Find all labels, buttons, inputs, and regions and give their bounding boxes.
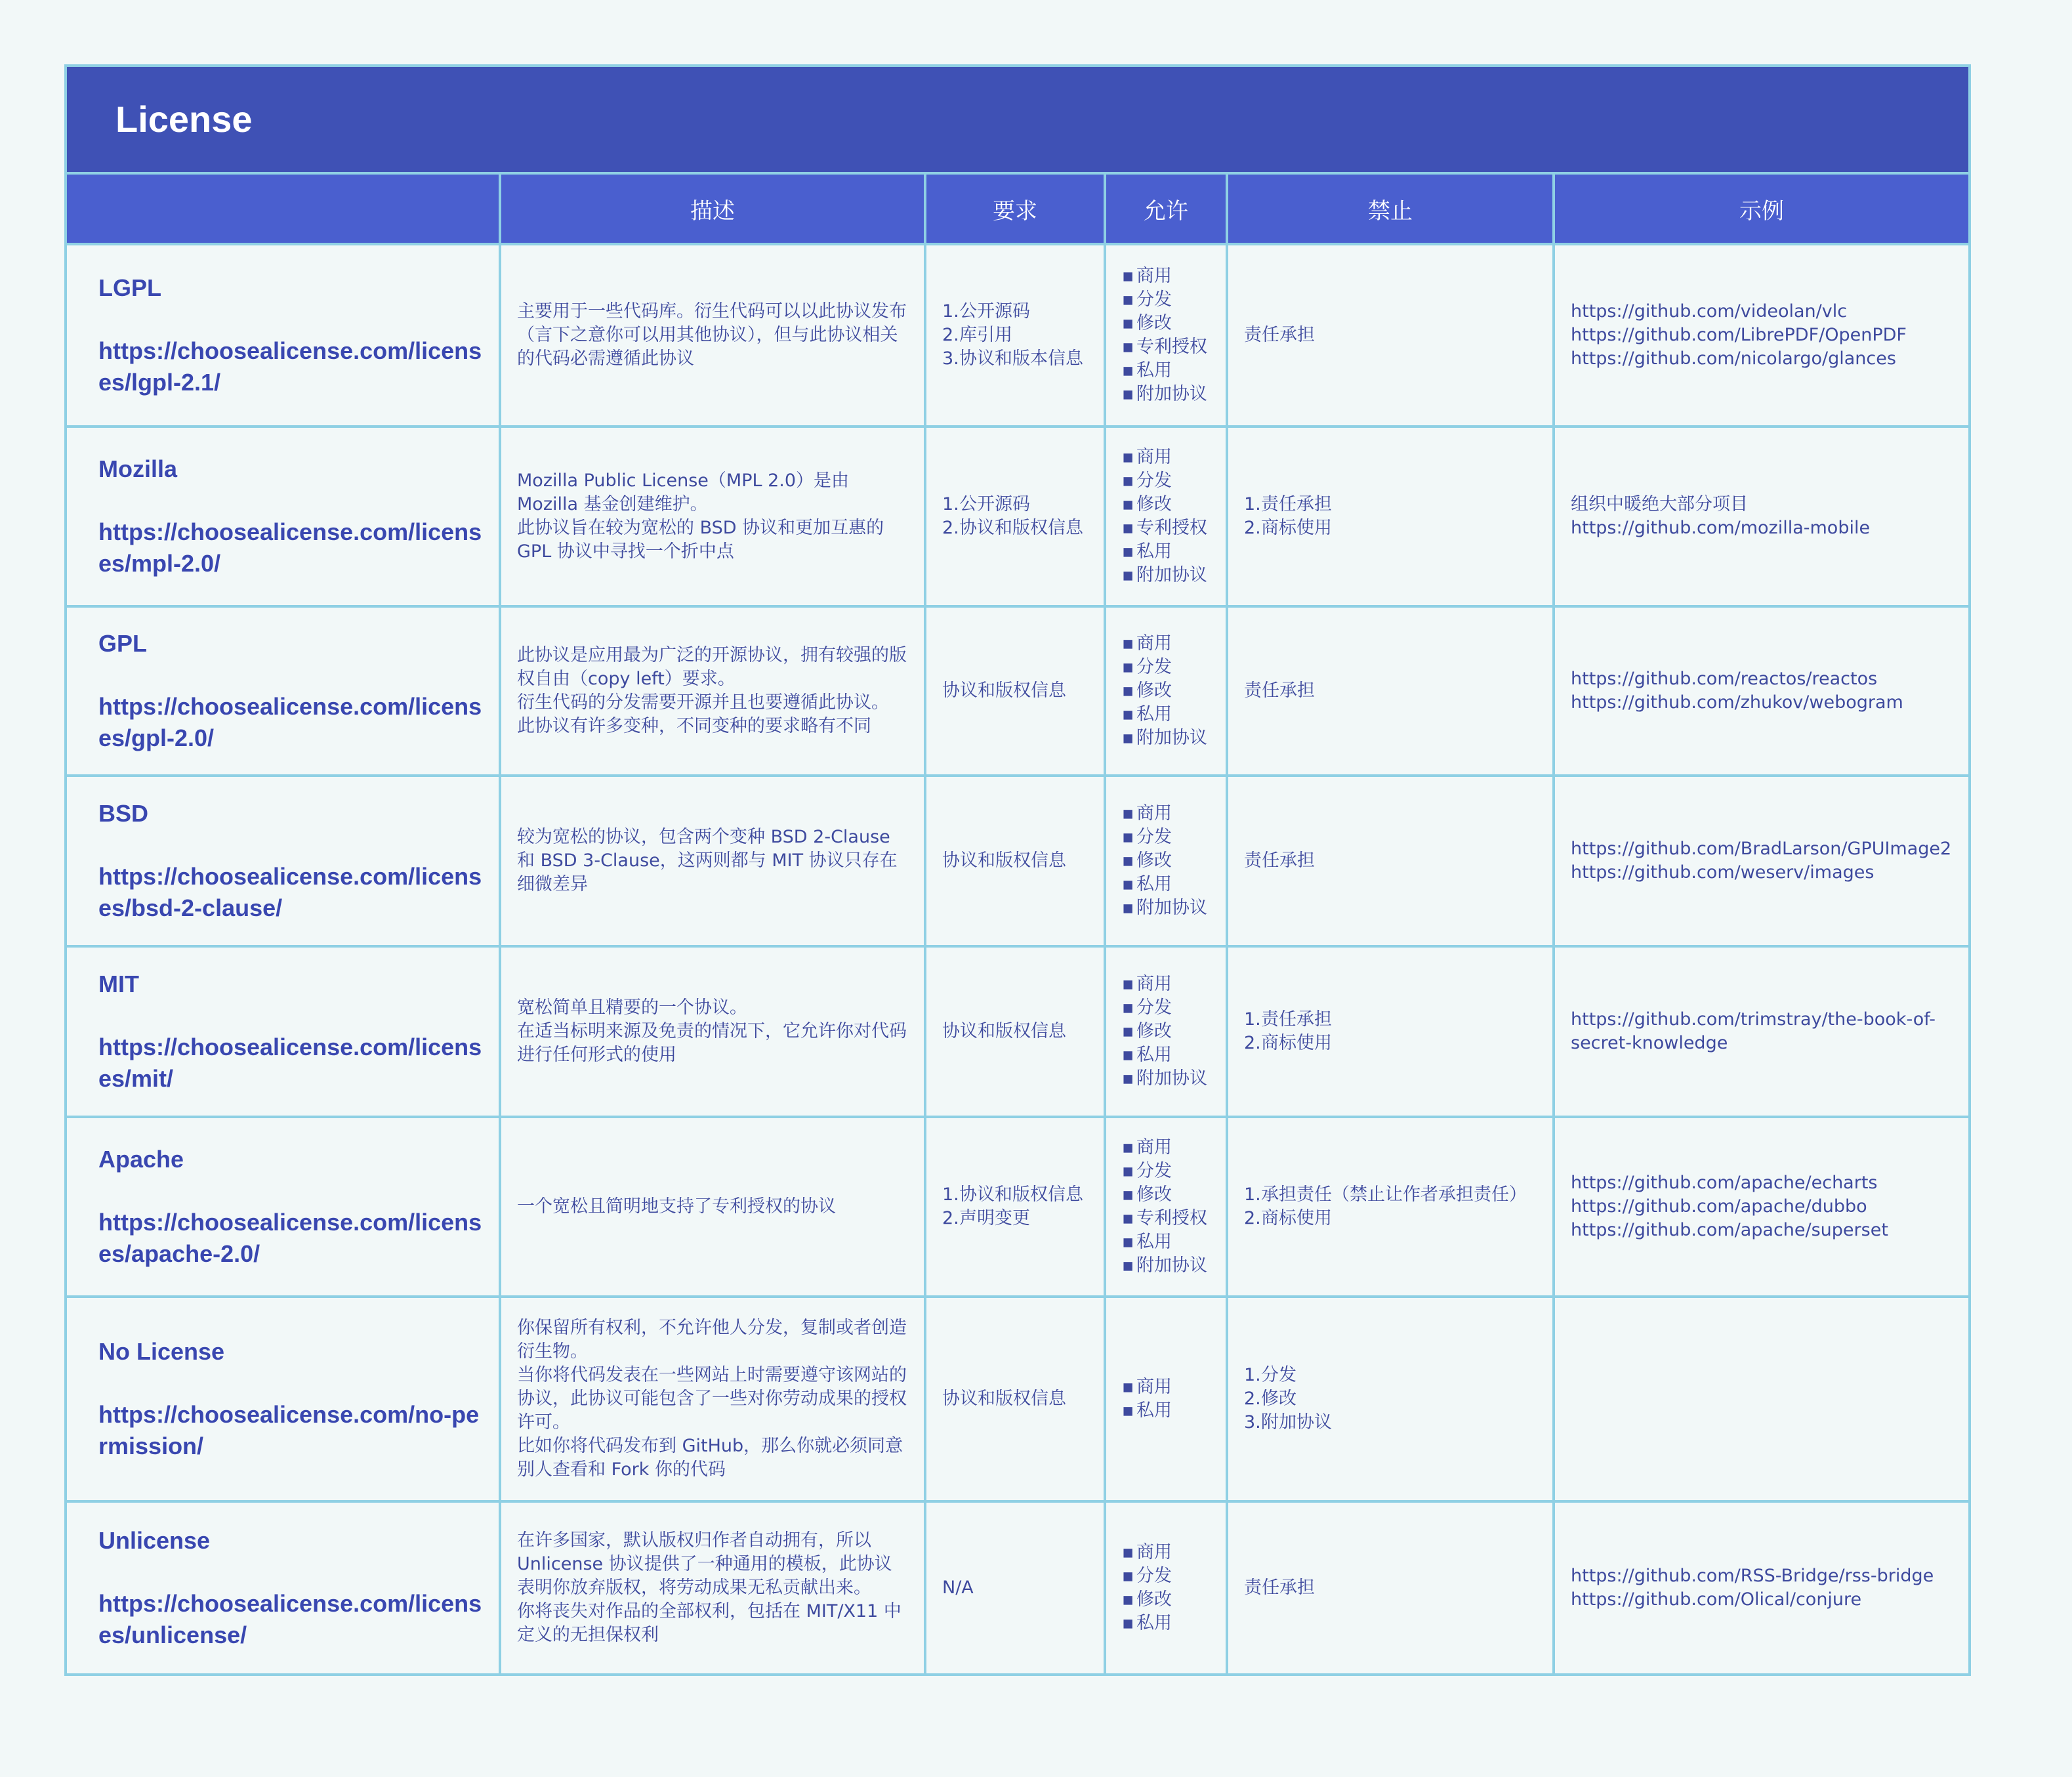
description-text: Mozilla Public License（MPL 2.0）是由 Mozilla 基金创建维护。 — [517, 470, 850, 514]
license-row — [67, 1117, 1968, 1297]
permissions-list — [1122, 632, 1222, 750]
permission-item: ▪ 商用 — [1122, 264, 1222, 288]
permission-item: ▪ 私用 — [1122, 703, 1222, 726]
description-text: 你将丧失对作品的全部权利，包括在 MIT/X11 中定义的无担保权利 — [517, 1601, 901, 1645]
description-cell — [500, 1117, 925, 1297]
requirements-list — [942, 1183, 1088, 1230]
license-row — [67, 244, 1968, 427]
description-text: 衍生代码的分发需要开源并且也要遵循此协议。 — [517, 692, 889, 713]
license-link[interactable]: https://choosealicense.com/no-permission/ — [98, 1401, 480, 1459]
license-link[interactable]: https://choosealicense.com/licenses/bsd-2-clause/ — [98, 863, 482, 921]
description-text: 此协议有许多变种，不同变种的要求略有不同 — [517, 716, 871, 736]
prohibitions-cell — [1227, 946, 1554, 1117]
permission-item: ▪ 附加协议 — [1122, 564, 1222, 587]
examples-cell — [1554, 427, 1968, 606]
example-link[interactable]: https://github.com/Olical/conjure — [1571, 1589, 1862, 1610]
list-number: 1. — [942, 301, 959, 322]
permissions-cell — [1105, 1297, 1227, 1501]
permissions-list — [1122, 972, 1222, 1091]
prohibition-text: 商标使用 — [1261, 1033, 1332, 1053]
permissions-list — [1122, 1541, 1222, 1635]
description-cell — [500, 1501, 925, 1673]
permission-item: ▪ 附加协议 — [1122, 726, 1222, 750]
license-link[interactable]: https://choosealicense.com/licenses/mit/ — [98, 1034, 482, 1092]
permission-item: ▪ 私用 — [1122, 1399, 1222, 1423]
table-title: License — [67, 67, 1968, 175]
requirements-cell — [925, 427, 1105, 606]
license-name-cell — [67, 606, 500, 776]
example-text: 组织中暖绝大部分项目 — [1571, 494, 1748, 514]
prohibition-item — [1244, 1008, 1537, 1032]
requirement-text: 协议和版权信息 — [942, 850, 1066, 871]
requirements-cell — [925, 606, 1105, 776]
prohibition-text: 责任承担 — [1244, 680, 1315, 701]
example-link[interactable]: https://github.com/apache/dubbo — [1571, 1196, 1867, 1217]
header-row — [67, 175, 1968, 244]
prohibition-text: 责任承担 — [1244, 325, 1315, 345]
requirement-item — [942, 516, 1088, 540]
requirements-list — [942, 300, 1088, 371]
prohibition-text: 责任承担 — [1244, 850, 1315, 871]
license-name-cell — [67, 1117, 500, 1297]
list-number: 1. — [1244, 1009, 1261, 1030]
examples-cell — [1554, 1501, 1968, 1673]
list-number: 1. — [1244, 1184, 1261, 1205]
header-permissions: 允许 — [1105, 175, 1227, 244]
permissions-list — [1122, 1375, 1222, 1423]
requirement-item — [942, 347, 1088, 371]
description-text: 一个宽松且简明地支持了专利授权的协议 — [517, 1196, 836, 1217]
license-name: No License — [98, 1338, 225, 1365]
requirements-cell — [925, 244, 1105, 427]
license-name: LGPL — [98, 274, 161, 301]
prohibitions-cell — [1227, 776, 1554, 946]
header-license — [67, 175, 500, 244]
permission-item: ▪ 修改 — [1122, 1588, 1222, 1612]
list-number: 2. — [942, 518, 959, 538]
license-row — [67, 946, 1968, 1117]
license-name: GPL — [98, 630, 148, 657]
license-name-cell — [67, 776, 500, 946]
license-name: MIT — [98, 971, 139, 997]
description-text: 你保留所有权利，不允许他人分发，复制或者创造衍生物。 — [517, 1318, 907, 1362]
permission-item: ▪ 分发 — [1122, 656, 1222, 679]
list-number: 1. — [1244, 1365, 1261, 1385]
prohibition-item — [1244, 516, 1537, 540]
description-cell — [500, 1297, 925, 1501]
description-text: 此协议是应用最为广泛的开源协议，拥有较强的版权自由（copy left）要求。 — [517, 645, 907, 689]
prohibition-text: 商标使用 — [1261, 1208, 1332, 1228]
requirement-text: 公开源码 — [959, 301, 1030, 322]
examples-cell — [1554, 776, 1968, 946]
license-link[interactable]: https://choosealicense.com/licenses/lgpl-2.1/ — [98, 337, 482, 396]
license-name-cell — [67, 244, 500, 427]
requirement-item — [942, 1207, 1088, 1230]
permission-item: ▪ 分发 — [1122, 1160, 1222, 1183]
requirement-text: 协议和版权信息 — [942, 1021, 1066, 1041]
requirement-text: N/A — [942, 1578, 974, 1598]
requirement-item — [942, 493, 1088, 516]
license-link[interactable]: https://choosealicense.com/licenses/mpl-2.0/ — [98, 518, 482, 577]
permission-item: ▪ 商用 — [1122, 972, 1222, 996]
license-name-cell — [67, 946, 500, 1117]
permission-item: ▪ 商用 — [1122, 632, 1222, 656]
permission-item: ▪ 专利授权 — [1122, 516, 1222, 540]
permission-item: ▪ 分发 — [1122, 469, 1222, 493]
license-name: BSD — [98, 800, 149, 827]
permissions-cell — [1105, 1117, 1227, 1297]
description-text: 较为宽松的协议，包含两个变种 BSD 2-Clause 和 BSD 3-Clause，这两则都与 MIT 协议只存在细微差异 — [517, 827, 898, 894]
permissions-list — [1122, 802, 1222, 920]
example-link[interactable]: https://github.com/apache/superset — [1571, 1220, 1888, 1240]
permission-item: ▪ 附加协议 — [1122, 896, 1222, 920]
example-link[interactable]: https://github.com/weserv/images — [1571, 862, 1875, 883]
permission-item: ▪ 修改 — [1122, 1020, 1222, 1043]
example-link[interactable]: https://github.com/nicolargo/glances — [1571, 348, 1896, 369]
prohibitions-list — [1244, 1183, 1537, 1230]
requirements-cell — [925, 946, 1105, 1117]
requirement-text: 协议和版权信息 — [942, 680, 1066, 701]
license-name: Mozilla — [98, 455, 178, 482]
permission-item: ▪ 专利授权 — [1122, 1207, 1222, 1230]
header-prohibitions: 禁止 — [1227, 175, 1554, 244]
permission-item: ▪ 附加协议 — [1122, 1254, 1222, 1278]
requirements-cell — [925, 1117, 1105, 1297]
prohibitions-cell — [1227, 1117, 1554, 1297]
header-requirements: 要求 — [925, 175, 1105, 244]
prohibition-item — [1244, 1207, 1537, 1230]
prohibition-text: 承担责任（禁止让作者承担责任） — [1261, 1184, 1527, 1205]
prohibition-text: 责任承担 — [1261, 1009, 1332, 1030]
prohibition-item — [1244, 1411, 1537, 1434]
requirement-text: 协议和版权信息 — [942, 1389, 1066, 1409]
requirements-cell — [925, 776, 1105, 946]
permissions-cell — [1105, 776, 1227, 946]
license-name: Apache — [98, 1146, 184, 1173]
example-link[interactable]: https://github.com/LibrePDF/OpenPDF — [1571, 325, 1907, 345]
list-number: 1. — [942, 1184, 959, 1205]
prohibitions-cell — [1227, 606, 1554, 776]
list-number: 1. — [942, 494, 959, 514]
description-cell — [500, 606, 925, 776]
requirement-text: 声明变更 — [959, 1208, 1030, 1228]
description-text: 当你将代码发表在一些网站上时需要遵守该网站的协议，此协议可能包含了一些对你劳动成果的授权许可。 — [517, 1365, 907, 1432]
license-link[interactable]: https://choosealicense.com/licenses/gpl-2.0/ — [98, 693, 482, 751]
requirements-cell — [925, 1297, 1105, 1501]
examples-cell — [1554, 1117, 1968, 1297]
list-number: 2. — [1244, 1208, 1261, 1228]
list-number: 3. — [1244, 1412, 1261, 1432]
license-name-cell — [67, 1297, 500, 1501]
permissions-list — [1122, 446, 1222, 587]
prohibition-text: 修改 — [1261, 1389, 1296, 1409]
permissions-cell — [1105, 244, 1227, 427]
permissions-cell — [1105, 427, 1227, 606]
example-link[interactable]: https://github.com/BradLarson/GPUImage2 — [1571, 839, 1952, 859]
requirement-item — [942, 1183, 1088, 1207]
prohibition-item — [1244, 1387, 1537, 1411]
header-examples: 示例 — [1554, 175, 1968, 244]
license-row — [67, 606, 1968, 776]
permission-item: ▪ 私用 — [1122, 1612, 1222, 1635]
examples-cell — [1554, 606, 1968, 776]
requirement-text: 协议和版本信息 — [959, 348, 1083, 369]
example-link[interactable]: https://github.com/mozilla-mobile — [1571, 518, 1871, 538]
prohibition-text: 分发 — [1261, 1365, 1296, 1385]
permission-item: ▪ 修改 — [1122, 493, 1222, 516]
prohibitions-cell — [1227, 427, 1554, 606]
permissions-cell — [1105, 606, 1227, 776]
description-cell — [500, 427, 925, 606]
permissions-cell — [1105, 1501, 1227, 1673]
description-cell — [500, 776, 925, 946]
permission-item: ▪ 修改 — [1122, 679, 1222, 703]
license-table — [67, 175, 1968, 1673]
permission-item: ▪ 商用 — [1122, 802, 1222, 826]
list-number: 2. — [942, 325, 959, 345]
permissions-cell — [1105, 946, 1227, 1117]
description-text: 在许多国家，默认版权归作者自动拥有，所以 Unlicense 协议提供了一种通用的模板，此协议表明你放弃版权，将劳动成果无私贡献出来。 — [517, 1530, 892, 1598]
description-cell — [500, 946, 925, 1117]
license-row — [67, 427, 1968, 606]
permission-item: ▪ 分发 — [1122, 996, 1222, 1020]
permission-item: ▪ 商用 — [1122, 1136, 1222, 1160]
examples-cell — [1554, 244, 1968, 427]
list-number: 2. — [1244, 1389, 1261, 1409]
permissions-list — [1122, 264, 1222, 406]
list-number: 3. — [942, 348, 959, 369]
example-link[interactable]: https://github.com/apache/echarts — [1571, 1173, 1878, 1193]
permission-item: ▪ 分发 — [1122, 826, 1222, 849]
permission-item: ▪ 分发 — [1122, 1564, 1222, 1588]
prohibitions-cell — [1227, 1501, 1554, 1673]
license-link[interactable]: https://choosealicense.com/licenses/unlicense/ — [98, 1590, 482, 1648]
prohibition-item — [1244, 1032, 1537, 1055]
list-number: 2. — [942, 1208, 959, 1228]
permission-item: ▪ 私用 — [1122, 359, 1222, 383]
description-text: 主要用于一些代码库。衍生代码可以以此协议发布（言下之意你可以用其他协议），但与此协议相关的代码必需遵循此协议 — [517, 301, 907, 369]
license-row — [67, 776, 1968, 946]
prohibition-item — [1244, 1364, 1537, 1387]
license-name-cell — [67, 1501, 500, 1673]
description-text: 此协议旨在较为宽松的 BSD 协议和更加互惠的 GPL 协议中寻找一个折中点 — [517, 518, 884, 562]
example-link[interactable]: https://github.com/RSS-Bridge/rss-bridge — [1571, 1566, 1934, 1586]
prohibitions-list — [1244, 493, 1537, 540]
permission-item: ▪ 修改 — [1122, 312, 1222, 335]
license-row — [67, 1501, 1968, 1673]
examples-cell — [1554, 946, 1968, 1117]
permission-item: ▪ 附加协议 — [1122, 383, 1222, 406]
requirement-text: 协议和版权信息 — [959, 1184, 1083, 1205]
requirements-cell — [925, 1501, 1105, 1673]
list-number: 1. — [1244, 494, 1261, 514]
license-name-cell — [67, 427, 500, 606]
permissions-list — [1122, 1136, 1222, 1278]
prohibition-text: 责任承担 — [1261, 494, 1332, 514]
permission-item: ▪ 分发 — [1122, 288, 1222, 312]
example-link[interactable]: https://github.com/reactos/reactos — [1571, 669, 1878, 689]
description-text: 比如你将代码发布到 GitHub，那么你就必须同意别人查看和 Fork 你的代码 — [517, 1436, 903, 1480]
requirement-text: 协议和版权信息 — [959, 518, 1083, 538]
permission-item: ▪ 商用 — [1122, 1541, 1222, 1564]
example-link[interactable]: https://github.com/videolan/vlc — [1571, 301, 1848, 322]
permission-item: ▪ 附加协议 — [1122, 1067, 1222, 1091]
permission-item: ▪ 修改 — [1122, 1183, 1222, 1207]
prohibition-text: 责任承担 — [1244, 1578, 1315, 1598]
license-table-card — [64, 64, 1971, 1676]
prohibition-item — [1244, 493, 1537, 516]
list-number: 2. — [1244, 518, 1261, 538]
prohibitions-cell — [1227, 244, 1554, 427]
prohibitions-cell — [1227, 1297, 1554, 1501]
requirement-text: 库引用 — [959, 325, 1012, 345]
license-name: Unlicense — [98, 1527, 211, 1554]
permission-item: ▪ 商用 — [1122, 446, 1222, 469]
example-link[interactable]: https://github.com/zhukov/webogram — [1571, 692, 1903, 713]
example-link[interactable]: https://github.com/trimstray/the-book-of-secret-knowledge — [1571, 1009, 1936, 1053]
examples-cell — [1554, 1297, 1968, 1501]
prohibitions-list — [1244, 1364, 1537, 1434]
license-row — [67, 1297, 1968, 1501]
prohibition-text: 附加协议 — [1261, 1412, 1332, 1432]
requirement-item — [942, 324, 1088, 347]
description-text: 宽松简单且精要的一个协议。 — [517, 997, 747, 1018]
requirement-item — [942, 300, 1088, 324]
description-text: 在适当标明来源及免责的情况下，它允许你对代码进行任何形式的使用 — [517, 1021, 907, 1065]
permission-item: ▪ 私用 — [1122, 1043, 1222, 1067]
permission-item: ▪ 私用 — [1122, 1230, 1222, 1254]
prohibition-item — [1244, 1183, 1537, 1207]
permission-item: ▪ 专利授权 — [1122, 335, 1222, 359]
permission-item: ▪ 私用 — [1122, 540, 1222, 564]
requirement-text: 公开源码 — [959, 494, 1030, 514]
permission-item: ▪ 商用 — [1122, 1375, 1222, 1399]
description-cell — [500, 244, 925, 427]
prohibitions-list — [1244, 1008, 1537, 1055]
requirements-list — [942, 493, 1088, 540]
list-number: 2. — [1244, 1033, 1261, 1053]
permission-item: ▪ 私用 — [1122, 873, 1222, 896]
permission-item: ▪ 修改 — [1122, 849, 1222, 873]
prohibition-text: 商标使用 — [1261, 518, 1332, 538]
license-link[interactable]: https://choosealicense.com/licenses/apache-2.0/ — [98, 1209, 482, 1267]
header-description: 描述 — [500, 175, 925, 244]
